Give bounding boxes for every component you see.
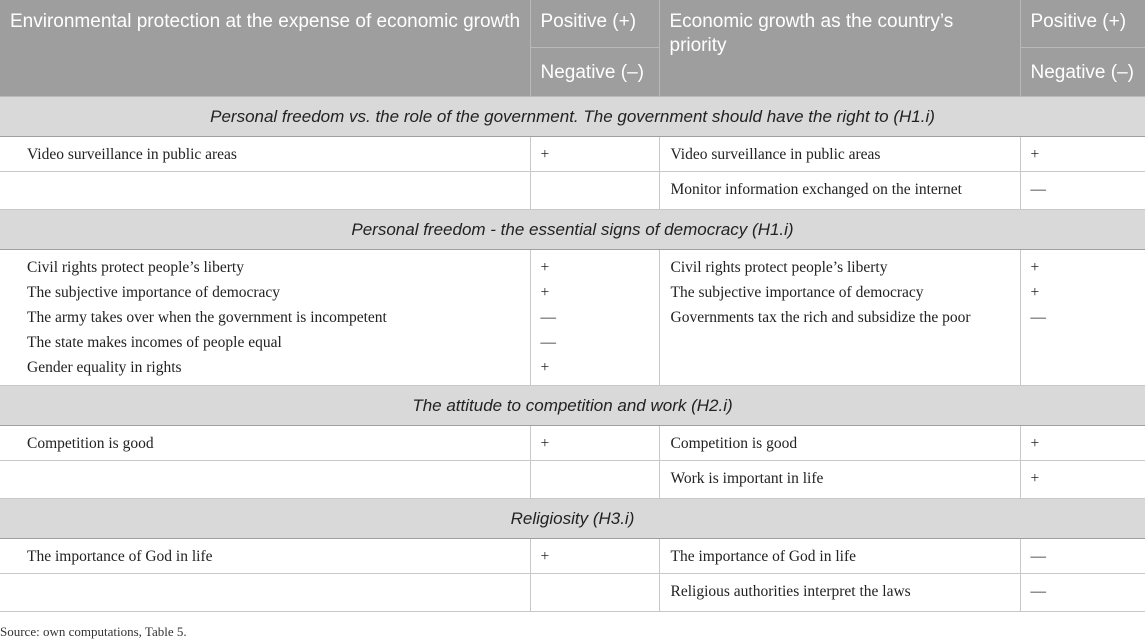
section-row [0,97,1145,137]
sign-value: + [1030,435,1040,452]
right-sign-cell [1020,426,1145,461]
table-row [0,250,1145,386]
table-row [0,539,1145,574]
sign-value: + [1030,146,1040,163]
section-row [0,386,1145,426]
left-cell [0,250,530,386]
left-cell [0,574,530,612]
right-sign-cell [1020,574,1145,612]
sign-value: — [540,309,556,326]
section-row [0,210,1145,250]
left-cell [0,426,530,461]
right-cell [659,426,1020,461]
item-label: Governments tax the rich and subsidize the poor [670,309,971,326]
right-cell [659,574,1020,612]
section-title: The attitude to competition and work (H2.i) [0,386,1145,426]
item-label: Video surveillance in public areas [27,146,237,163]
item-label: Religious authorities interpret the laws [670,583,911,600]
item-label: Civil rights protect people’s liberty [670,259,888,276]
sign-value: + [540,548,550,565]
left-sign-cell [530,172,659,210]
left-sign-cell [530,250,659,386]
sign-value: + [1030,470,1040,487]
right-sign-cell [1020,250,1145,386]
sign-value: + [1030,284,1040,301]
section-title: Personal freedom vs. the role of the government. The government should have the right to (H1.i) [0,97,1145,137]
sign-value: — [1030,548,1046,565]
item-label: Work is important in life [670,470,824,487]
header-row [0,0,1145,48]
sign-value: + [540,284,550,301]
sign-value: + [540,146,550,163]
item-label: Monitor information exchanged on the internet [670,181,962,198]
right-cell [659,250,1020,386]
item-label: The importance of God in life [27,548,213,565]
right-cell [659,461,1020,499]
sign-value: — [1030,181,1046,198]
right-cell [659,172,1020,210]
item-label: Video surveillance in public areas [670,146,881,163]
sign-value: — [540,334,556,351]
left-sign-cell [530,137,659,172]
item-label: The army takes over when the government is incompetent [27,309,387,326]
table-row [0,461,1145,499]
sign-value: + [1030,259,1040,276]
sign-value: + [540,435,550,452]
left-sign-cell [530,426,659,461]
header-env-protection: Environmental protection at the expense of economic growth [0,0,530,97]
item-label: Competition is good [670,435,798,452]
sign-value: + [540,359,550,376]
header-economic-growth: Economic growth as the country’s priority [659,0,1020,97]
source-note: Source: own computations, Table 5. [0,624,187,639]
table-row [0,574,1145,612]
item-label: The importance of God in life [670,548,857,565]
left-cell [0,137,530,172]
left-sign-cell [530,574,659,612]
right-sign-cell [1020,461,1145,499]
left-cell [0,172,530,210]
left-cell [0,461,530,499]
right-cell [659,137,1020,172]
sign-value: — [1030,583,1046,600]
item-label: Gender equality in rights [27,359,182,376]
item-label: Civil rights protect people’s liberty [27,259,244,276]
table-row [0,426,1145,461]
right-sign-cell [1020,137,1145,172]
left-sign-cell [530,539,659,574]
right-sign-cell [1020,172,1145,210]
sign-value: + [540,259,550,276]
right-sign-cell [1020,539,1145,574]
header-negative-left: Negative (–) [530,48,659,97]
section-title: Religiosity (H3.i) [0,499,1145,539]
right-cell [659,539,1020,574]
section-row [0,499,1145,539]
section-title: Personal freedom - the essential signs of democracy (H1.i) [0,210,1145,250]
header-negative-right: Negative (–) [1020,48,1145,97]
header-positive-left: Positive (+) [530,0,659,48]
sign-value: — [1030,309,1046,326]
header-positive-right: Positive (+) [1020,0,1145,48]
left-cell [0,539,530,574]
table-row [0,172,1145,210]
item-label: The subjective importance of democracy [27,284,281,301]
left-sign-cell [530,461,659,499]
item-label: Competition is good [27,435,154,452]
table-row [0,137,1145,172]
item-label: The state makes incomes of people equal [27,334,282,351]
item-label: The subjective importance of democracy [670,284,924,301]
